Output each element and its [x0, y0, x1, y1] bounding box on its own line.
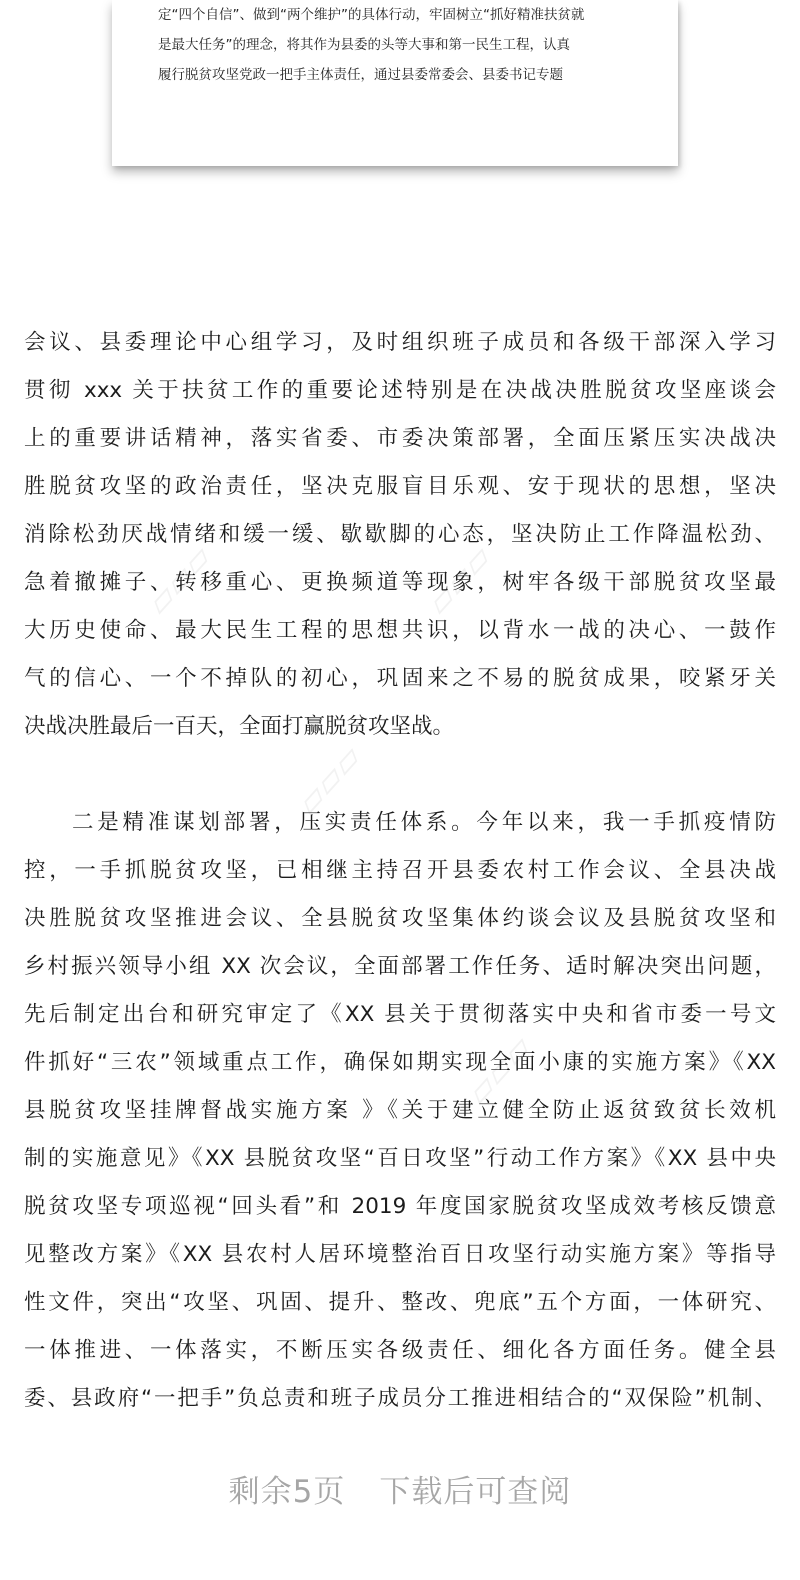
preview-line: 履行脱贫攻坚党政一把手主体责任，通过县委常委会、县委书记专题: [158, 67, 563, 83]
text-line: 急着撤摊子、转移重心、更换频道等现象，树牢各级干部脱贫攻坚最: [24, 570, 776, 595]
watermark-icon: ▱▱▱: [138, 537, 221, 623]
text-line: 消除松劲厌战情绪和缓一缓、歇歇脚的心态，坚决防止工作降温松劲、: [24, 522, 776, 547]
document-preview-card: [112, 0, 678, 166]
text-line: 性文件，突出“攻坚、巩固、提升、整改、兜底”五个方面，一体研究、: [24, 1290, 776, 1315]
watermark-icon: ▱▱▱: [288, 737, 371, 823]
text-line: 决战决胜最后一百天，全面打赢脱贫攻坚战。: [24, 714, 455, 739]
text-line: 决胜脱贫攻坚推进会议、全县脱贫攻坚集体约谈会议及县脱贫攻坚和: [24, 906, 776, 931]
text-line: 气的信心、一个不掉队的初心，巩固来之不易的脱贫成果，咬紧牙关: [24, 666, 776, 691]
text-line: 控，一手抓脱贫攻坚，已相继主持召开县委农村工作会议、全县决战: [24, 858, 776, 883]
text-line: 先后制定出台和研究审定了《XX 县关于贯彻落实中央和省市委一号文: [24, 1002, 776, 1027]
text-line: 县脱贫攻坚挂牌督战实施方案 》《关于建立健全防止返贫致贫长效机: [24, 1098, 776, 1123]
remaining-pages-banner[interactable]: [0, 1470, 800, 1514]
text-line: 委、县政府“一把手”负总责和班子成员分工推进相结合的“双保险”机制、: [24, 1386, 776, 1411]
text-line: 见整改方案》《XX 县农村人居环境整治百日攻坚行动实施方案》等指导: [24, 1242, 776, 1267]
remaining-pages-label: 剩余5页: [228, 1474, 346, 1510]
text-line: 胜脱贫攻坚的政治责任，坚决克服盲目乐观、安于现状的思想，坚决: [24, 474, 776, 499]
text-line: 贯彻 xxx 关于扶贫工作的重要论述特别是在决战决胜脱贫攻坚座谈会: [24, 378, 776, 403]
text-line: 上的重要讲话精神，落实省委、市委决策部署，全面压紧压实决战决: [24, 426, 776, 451]
text-line: 会议、县委理论中心组学习，及时组织班子成员和各级干部深入学习: [24, 330, 776, 355]
text-line: 制的实施意见》《XX 县脱贫攻坚“百日攻坚”行动工作方案》《XX 县中央: [24, 1146, 776, 1171]
text-line: 件抓好“三农”领域重点工作，确保如期实现全面小康的实施方案》《XX: [24, 1050, 776, 1075]
preview-line: 是最大任务”的理念，将其作为县委的头等大事和第一民生工程，认真: [158, 37, 570, 53]
download-to-view-label: 下载后可查阅: [379, 1474, 572, 1510]
preview-line: 定“四个自信”、做到“两个维护”的具体行动，牢固树立“抓好精准扶贫就: [158, 7, 585, 23]
watermark-icon: ▱▱▱: [458, 1027, 541, 1113]
text-line: 乡村振兴领导小组 XX 次会议，全面部署工作任务、适时解决突出问题，: [24, 954, 776, 979]
text-line: 大历史使命、最大民生工程的思想共识，以背水一战的决心、一鼓作: [24, 618, 776, 643]
text-line: 脱贫攻坚专项巡视“回头看”和 2019 年度国家脱贫攻坚成效考核反馈意: [24, 1194, 776, 1219]
text-line: 二是精准谋划部署，压实责任体系。今年以来，我一手抓疫情防: [72, 810, 776, 835]
watermark-icon: ▱▱▱: [418, 537, 501, 623]
text-line: 一体推进、一体落实，不断压实各级责任、细化各方面任务。健全县: [24, 1338, 776, 1363]
